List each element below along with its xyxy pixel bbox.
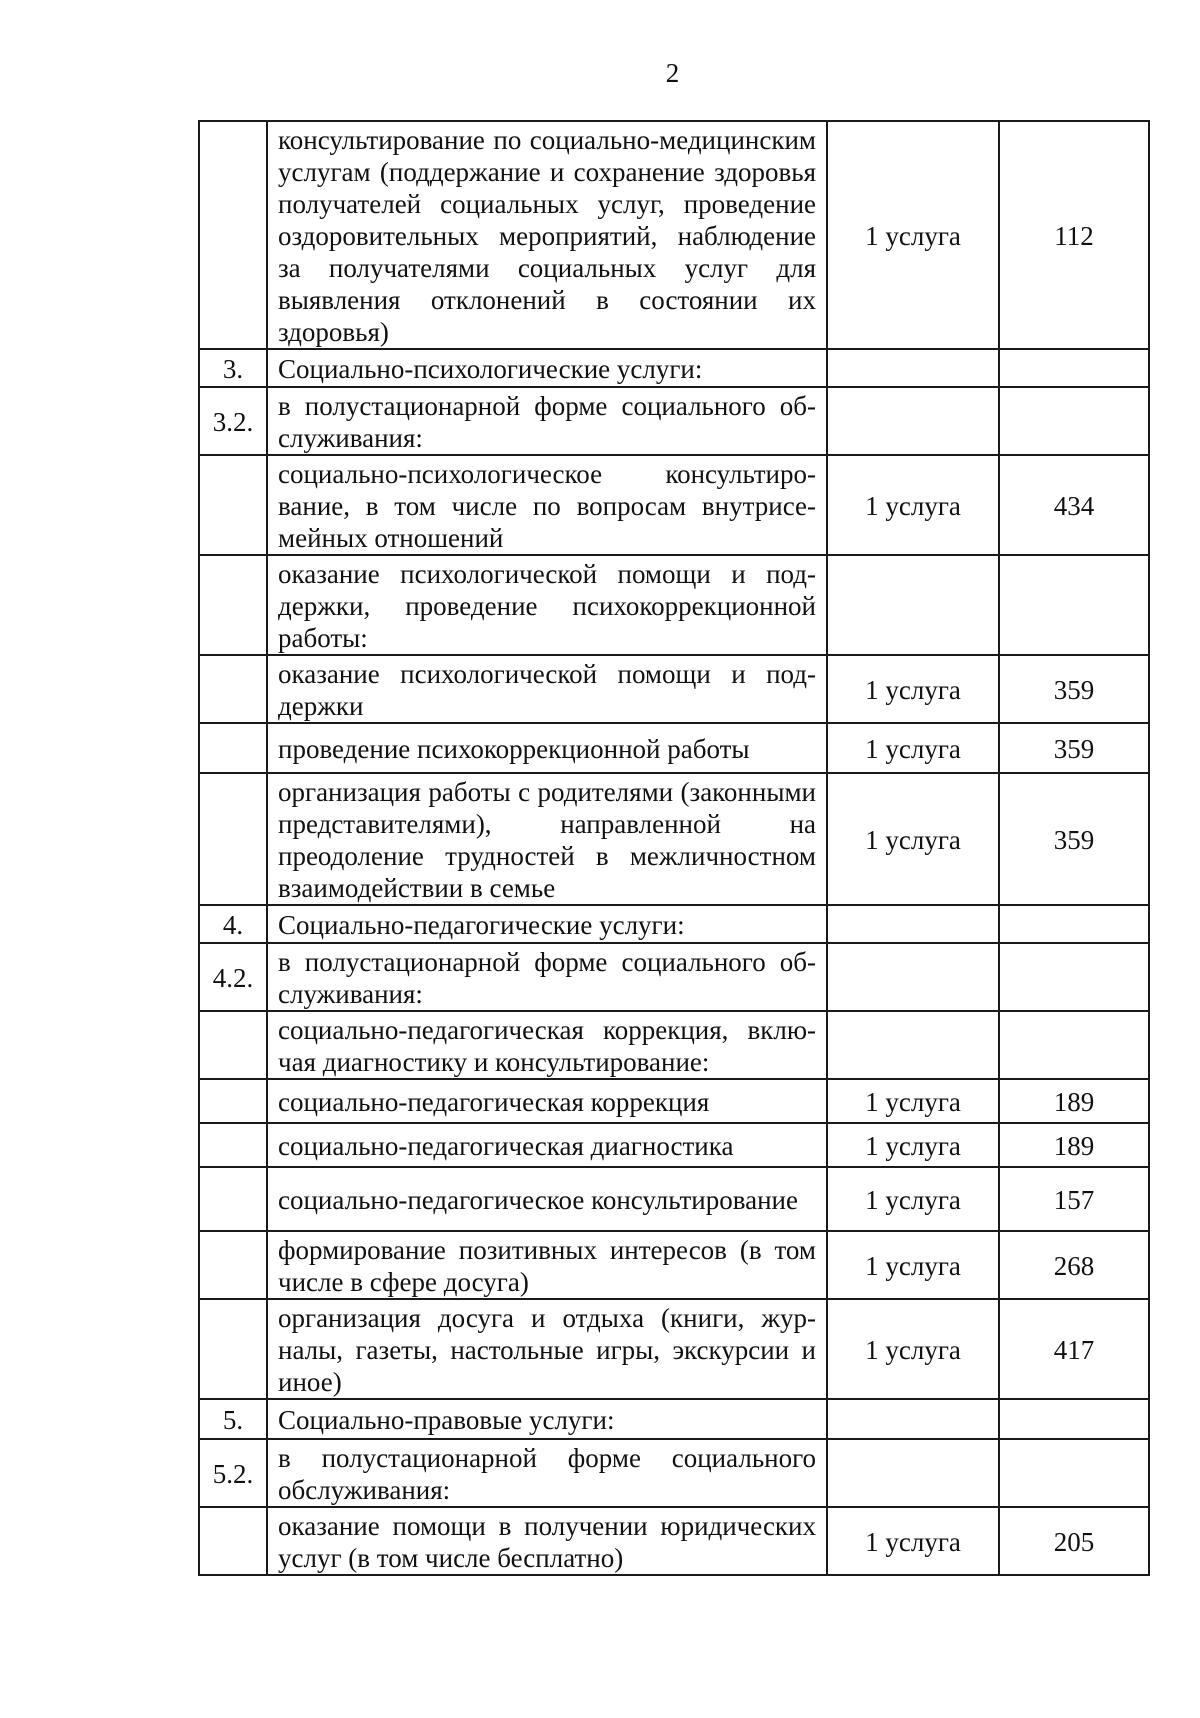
- service-price: 157: [999, 1167, 1149, 1231]
- service-price: [999, 555, 1149, 655]
- row-number: 4.2.: [199, 943, 267, 1011]
- services-table: [198, 120, 1150, 1576]
- service-name: Социально-правовые услуги:: [267, 1399, 827, 1439]
- service-price: 205: [999, 1507, 1149, 1575]
- row-number: [199, 773, 267, 905]
- row-number: [199, 1011, 267, 1079]
- table-row: [199, 1439, 1149, 1507]
- service-price: 112: [999, 121, 1149, 349]
- row-number: [199, 1231, 267, 1299]
- service-name: в полустационарной форме социального обслуживания:: [267, 943, 827, 1011]
- service-name: в полустационарной форме социального обслуживания:: [267, 1439, 827, 1507]
- service-unit: 1 услуга: [827, 1299, 999, 1399]
- service-price: 417: [999, 1299, 1149, 1399]
- table-row: [199, 1299, 1149, 1399]
- service-price: [999, 905, 1149, 943]
- service-unit: [827, 1011, 999, 1079]
- table-row: [199, 1507, 1149, 1575]
- service-price: [999, 1011, 1149, 1079]
- service-unit: [827, 905, 999, 943]
- service-name: оказание психологической помощи и поддержки: [267, 655, 827, 723]
- table-row: [199, 1079, 1149, 1123]
- table-row: [199, 1231, 1149, 1299]
- row-number: [199, 121, 267, 349]
- row-number: [199, 1123, 267, 1167]
- table-row: [199, 723, 1149, 773]
- service-price: [999, 1439, 1149, 1507]
- service-price: 189: [999, 1079, 1149, 1123]
- service-name: организация работы с родителями (законными представителями), направленной на преодоление трудностей в межличностном взаимодействии в семье: [267, 773, 827, 905]
- table-row: [199, 1399, 1149, 1439]
- table-row: [199, 905, 1149, 943]
- service-price: 434: [999, 455, 1149, 555]
- service-unit: 1 услуга: [827, 1079, 999, 1123]
- service-name: социально-педагогическая диагностика: [267, 1123, 827, 1167]
- service-unit: 1 услуга: [827, 1507, 999, 1575]
- table-row: [199, 387, 1149, 455]
- service-price: 268: [999, 1231, 1149, 1299]
- row-number: 4.: [199, 905, 267, 943]
- row-number: [199, 723, 267, 773]
- page-number: 2: [665, 58, 680, 88]
- service-name: оказание психологической помощи и поддержки, проведение психокоррекционной работы:: [267, 555, 827, 655]
- service-name: в полустационарной форме социального обслуживания:: [267, 387, 827, 455]
- service-unit: [827, 349, 999, 387]
- service-price: [999, 1399, 1149, 1439]
- service-unit: [827, 1399, 999, 1439]
- service-name: Социально-педагогические услуги:: [267, 905, 827, 943]
- service-price: 359: [999, 723, 1149, 773]
- row-number: 3.2.: [199, 387, 267, 455]
- row-number: 5.: [199, 1399, 267, 1439]
- service-unit: 1 услуга: [827, 1231, 999, 1299]
- service-unit: 1 услуга: [827, 723, 999, 773]
- service-unit: 1 услуга: [827, 121, 999, 349]
- service-price: [999, 349, 1149, 387]
- service-price: 359: [999, 773, 1149, 905]
- table-row: [199, 1123, 1149, 1167]
- service-name: социально-педагогическая коррекция, включая диагностику и консультирование:: [267, 1011, 827, 1079]
- service-name: консультирование по социально-медицинским услугам (поддержание и сохранение здоровья получателей социальных услуг, проведение оздоровительных мероприятий, наблюдение за получателями социальных услуг для выявления отклонений в состоянии их здоровья): [267, 121, 827, 349]
- row-number: 3.: [199, 349, 267, 387]
- service-unit: 1 услуга: [827, 773, 999, 905]
- table-row: [199, 943, 1149, 1011]
- service-unit: [827, 1439, 999, 1507]
- service-unit: [827, 387, 999, 455]
- service-name: оказание помощи в получении юридических услуг (в том числе бесплатно): [267, 1507, 827, 1575]
- service-price: 359: [999, 655, 1149, 723]
- table-row: [199, 1167, 1149, 1231]
- service-name: Социально-психологические услуги:: [267, 349, 827, 387]
- service-price: [999, 943, 1149, 1011]
- row-number: [199, 555, 267, 655]
- row-number: 5.2.: [199, 1439, 267, 1507]
- table-row: [199, 121, 1149, 349]
- row-number: [199, 1507, 267, 1575]
- row-number: [199, 655, 267, 723]
- service-unit: 1 услуга: [827, 455, 999, 555]
- service-name: социально-педагогическая коррекция: [267, 1079, 827, 1123]
- table-row: [199, 455, 1149, 555]
- row-number: [199, 1079, 267, 1123]
- table-row: [199, 555, 1149, 655]
- service-unit: [827, 943, 999, 1011]
- table-row: [199, 773, 1149, 905]
- service-unit: [827, 555, 999, 655]
- service-price: 189: [999, 1123, 1149, 1167]
- row-number: [199, 1299, 267, 1399]
- service-unit: 1 услуга: [827, 1167, 999, 1231]
- service-name: социально-педагогическое консультирование: [267, 1167, 827, 1231]
- service-name: проведение психокоррекционной работы: [267, 723, 827, 773]
- table-row: [199, 1011, 1149, 1079]
- row-number: [199, 1167, 267, 1231]
- row-number: [199, 455, 267, 555]
- service-price: [999, 387, 1149, 455]
- table-row: [199, 655, 1149, 723]
- service-unit: 1 услуга: [827, 655, 999, 723]
- service-name: социально-психологическое консультирование, в том числе по вопросам внутрисемейных отношений: [267, 455, 827, 555]
- table-row: [199, 349, 1149, 387]
- service-name: организация досуга и отдыха (книги, журналы, газеты, настольные игры, экскурсии и иное): [267, 1299, 827, 1399]
- service-unit: 1 услуга: [827, 1123, 999, 1167]
- service-name: формирование позитивных интересов (в том числе в сфере досуга): [267, 1231, 827, 1299]
